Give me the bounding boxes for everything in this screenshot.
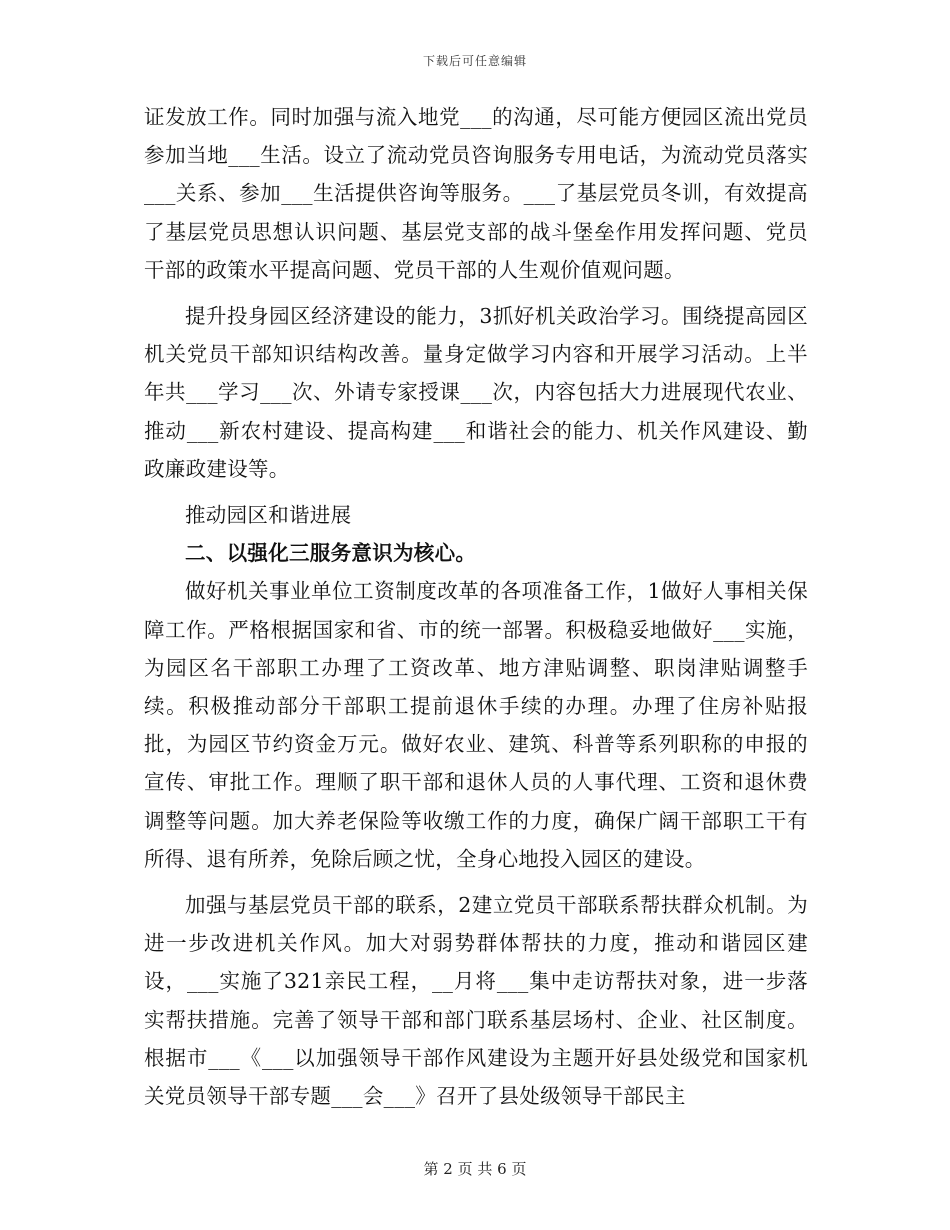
page-header: 下载后可任意编辑 <box>422 54 527 68</box>
paragraph-salary-reform: 做好机关事业单位工资制度改革的各项准备工作，1做好人事相关保障工作。严格根据国家和省、市的统一部署。积极稳妥地做好___实施，为园区名干部职工办理了工资改革、地方津贴调整、职岗津贴调整手续。积极推动部分干部职工提前退休手续的办理。办理了住房补贴报批，为园区节约资金万元。做好农业、建筑、科普等系列职称的申报的宣传、审批工作。理顺了职干部和退休人员的人事代理、工资和退休费调整等问题。加大养老保险等收缴工作的力度，确保广阔干部职工干有所得、退有所养，免除后顾之忧，全身心地投入园区的建设。 <box>144 579 808 871</box>
section-heading: 二、以强化三服务意识为核心。 <box>185 541 477 566</box>
paragraph-subtitle: 推动园区和谐进展 <box>185 503 352 528</box>
paragraph-political-study: 提升投身园区经济建设的能力，3抓好机关政治学习。围绕提高园区机关党员干部知识结构改善。量身定做学习内容和开展学习活动。上半年共___学习___次、外请专家授课___次，内容包括大力进展现代农业、推动___新农村建设、提高构建___和谐社会的能力、机关作风建设、勤政廉政建设等。 <box>144 304 808 481</box>
paragraph-cadre-contact: 加强与基层党员干部的联系，2建立党员干部联系帮扶群众机制。为进一步改进机关作风。加大对弱势群体帮扶的力度，推动和谐园区建设，___实施了321亲民工程，__月将___集中走访帮扶对象，进一步落实帮扶措施。完善了领导干部和部门联系基层场村、企业、社区制度。根据市___《___以加强领导干部作风建设为主题开好县处级党和国家机关党员领导干部专题___会___》召开了县处级领导干部民主 <box>144 893 808 1109</box>
paragraph-continuation: 证发放工作。同时加强与流入地党___的沟通，尽可能方便园区流出党员参加当地___生活。设立了流动党员咨询服务专用电话，为流动党员落实___关系、参加___生活提供咨询等服务。___了基层党员冬训，有效提高了基层党员思想认识问题、基层党支部的战斗堡垒作用发挥问题、党员干部的政策水平提高问题、党员干部的人生观价值观问题。 <box>144 105 808 282</box>
page-number: 第 2 页 共 6 页 <box>423 1160 527 1178</box>
document-body <box>144 98 808 1115</box>
